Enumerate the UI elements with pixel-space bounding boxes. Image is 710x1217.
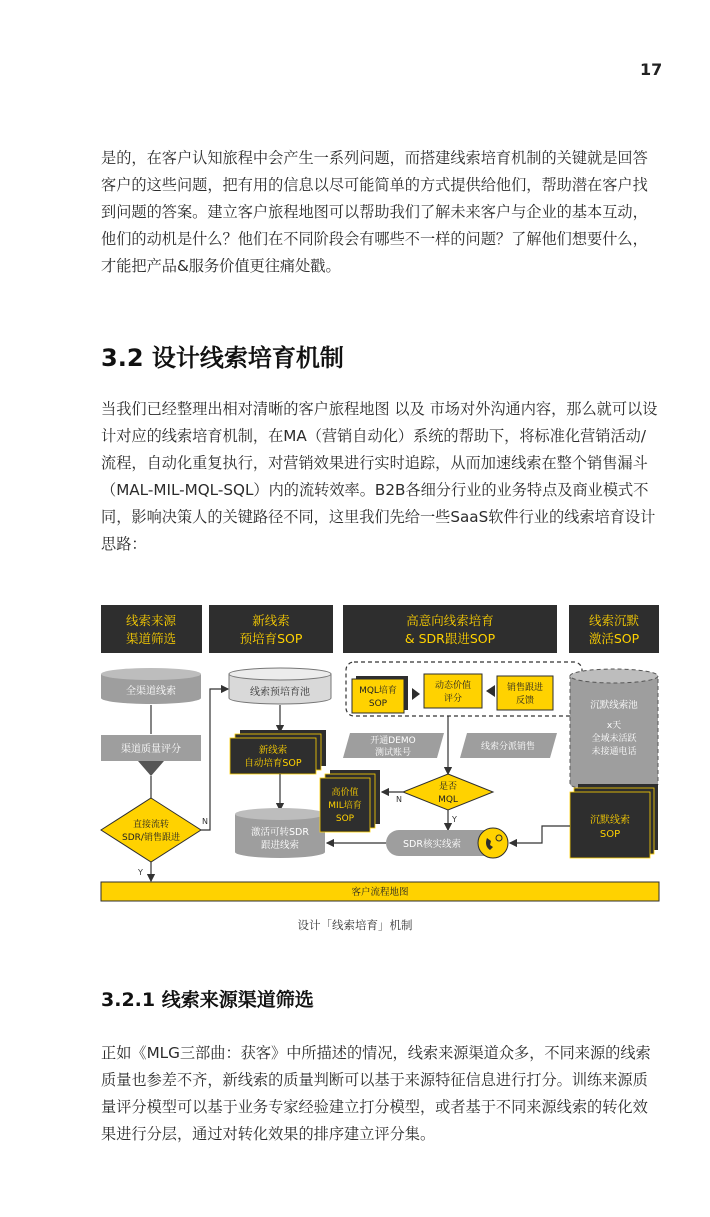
svg-text:Y: Y	[138, 868, 143, 877]
reactivate-sdr-db	[235, 808, 325, 858]
lead-nurturing-diagram	[98, 602, 662, 906]
svg-text:自动培育SOP: 自动培育SOP	[244, 758, 302, 769]
svg-text:动态价值: 动态价值	[434, 681, 472, 691]
svg-text:Y: Y	[452, 815, 457, 824]
is-mql-diamond	[403, 774, 493, 810]
svg-text:开通DEMO: 开通DEMO	[370, 736, 416, 746]
header-lead-source	[101, 605, 202, 653]
svg-text:N: N	[396, 795, 402, 804]
svg-text:评分: 评分	[443, 694, 463, 704]
svg-text:线索沉默: 线索沉默	[588, 613, 640, 628]
svg-text:未接通电话: 未接通电话	[591, 747, 637, 757]
section-paragraph: 当我们已经整理出相对清晰的客户旅程地图 以及 市场对外沟通内容，那么就可以设计对应的线索培育机制，在MA（营销自动化）系统的帮助下，将标准化营销活动/流程，自动化重复执行，对营销效果进行实时追踪，从而加速线索在整个销售漏斗（MAL-MIL-MQL-SQL）内的流转效率。B2B各细分行业的业务特点及商业模式不同，影响决策人的关键路径不同，这里我们先给一些SaaS软件行业的线索培育设计思路：	[101, 400, 658, 553]
mql-nurture-sop	[352, 676, 408, 713]
customer-journey-map-bar	[101, 882, 659, 901]
page-number: 17	[640, 60, 663, 79]
new-leads-auto-sop	[230, 730, 326, 774]
svg-text:渠道筛选: 渠道筛选	[125, 631, 177, 646]
svg-text:MQL培育: MQL培育	[359, 686, 397, 696]
svg-text:直接流转: 直接流转	[132, 820, 170, 830]
svg-text:高价值: 高价值	[331, 788, 359, 798]
channel-quality-score	[101, 735, 201, 776]
svg-text:跟进线索: 跟进线索	[260, 840, 300, 851]
high-value-mil-sop	[320, 770, 380, 832]
svg-text:线索预培育池: 线索预培育池	[250, 687, 310, 698]
section-heading: 3.2 设计线索培育机制	[101, 344, 344, 372]
svg-text:反馈: 反馈	[515, 696, 535, 706]
svg-text:SDR核实线索: SDR核实线索	[403, 839, 461, 850]
direct-flow-diamond	[101, 798, 201, 862]
svg-text:x天: x天	[606, 721, 622, 731]
svg-text:客户流程地图: 客户流程地图	[351, 887, 409, 898]
svg-text:SOP: SOP	[335, 814, 355, 824]
sales-follow-feedback	[497, 676, 553, 710]
svg-text:SOP: SOP	[599, 829, 621, 840]
svg-text:预培育SOP: 预培育SOP	[239, 631, 303, 646]
dynamic-value-score	[424, 674, 482, 708]
lead-assign-sales	[460, 733, 557, 758]
svg-text:全域未活跃: 全域未活跃	[591, 734, 637, 744]
demo-account	[343, 733, 444, 758]
svg-text:SDR/销售跟进: SDR/销售跟进	[122, 833, 180, 843]
svg-text:测试账号: 测试账号	[374, 748, 412, 758]
svg-text:高意向线索培育: 高意向线索培育	[406, 613, 494, 628]
svg-text:N: N	[202, 817, 208, 826]
svg-text:激活可转SDR: 激活可转SDR	[251, 827, 309, 838]
figure-caption: 设计「线索培育」机制	[297, 918, 413, 932]
svg-text:& SDR跟进SOP: & SDR跟进SOP	[404, 631, 496, 646]
svg-text:线索分派销售: 线索分派销售	[480, 742, 536, 752]
intro-paragraph: 是的，在客户认知旅程中会产生一系列问题，而搭建线索培育机制的关键就是回答客户的这些问题，把有用的信息以尽可能简单的方式提供给他们，帮助潜在客户找到问题的答案。建立客户旅程地图可以帮助我们了解未来客户与企业的基本互动，他们的动机是什么？他们在不同阶段会有哪些不一样的问题？了解他们想要什么，才能把产品&服务价值更往痛处戳。	[101, 149, 648, 275]
svg-text:MIL培育: MIL培育	[328, 801, 362, 811]
subsection-heading: 3.2.1 线索来源渠道筛选	[101, 989, 314, 1011]
svg-text:沉默线索池: 沉默线索池	[590, 700, 638, 711]
svg-text:激活SOP: 激活SOP	[588, 631, 640, 646]
sdr-verify-pill	[386, 828, 508, 858]
svg-text:新线索: 新线索	[258, 745, 288, 756]
header-silent	[569, 605, 659, 653]
svg-text:SOP: SOP	[368, 699, 388, 709]
pre-nurture-pool-db	[229, 668, 331, 704]
svg-text:销售跟进: 销售跟进	[506, 683, 544, 693]
header-high-intent	[343, 605, 557, 653]
svg-text:渠道质量评分: 渠道质量评分	[121, 744, 181, 755]
svg-text:全渠道线索: 全渠道线索	[126, 686, 176, 697]
svg-text:沉默线索: 沉默线索	[590, 815, 630, 826]
svg-text:线索来源: 线索来源	[125, 613, 177, 628]
svg-text:MQL: MQL	[438, 795, 458, 805]
svg-text:新线索: 新线索	[252, 613, 290, 628]
all-channel-leads-db	[101, 668, 201, 704]
silent-lead-sop	[570, 784, 658, 858]
subsection-paragraph: 正如《MLG三部曲：获客》中所描述的情况，线索来源渠道众多，不同来源的线索质量也参差不齐，新线索的质量判断可以基于来源特征信息进行打分。训练来源质量评分模型可以基于业务专家经验建立打分模型，或者基于不同来源线索的转化效果进行分层，通过对转化效果的排序建立评分集。	[101, 1044, 651, 1143]
silent-lead-pool-db	[570, 669, 658, 791]
header-new-lead	[209, 605, 333, 653]
svg-text:是否: 是否	[438, 782, 458, 792]
